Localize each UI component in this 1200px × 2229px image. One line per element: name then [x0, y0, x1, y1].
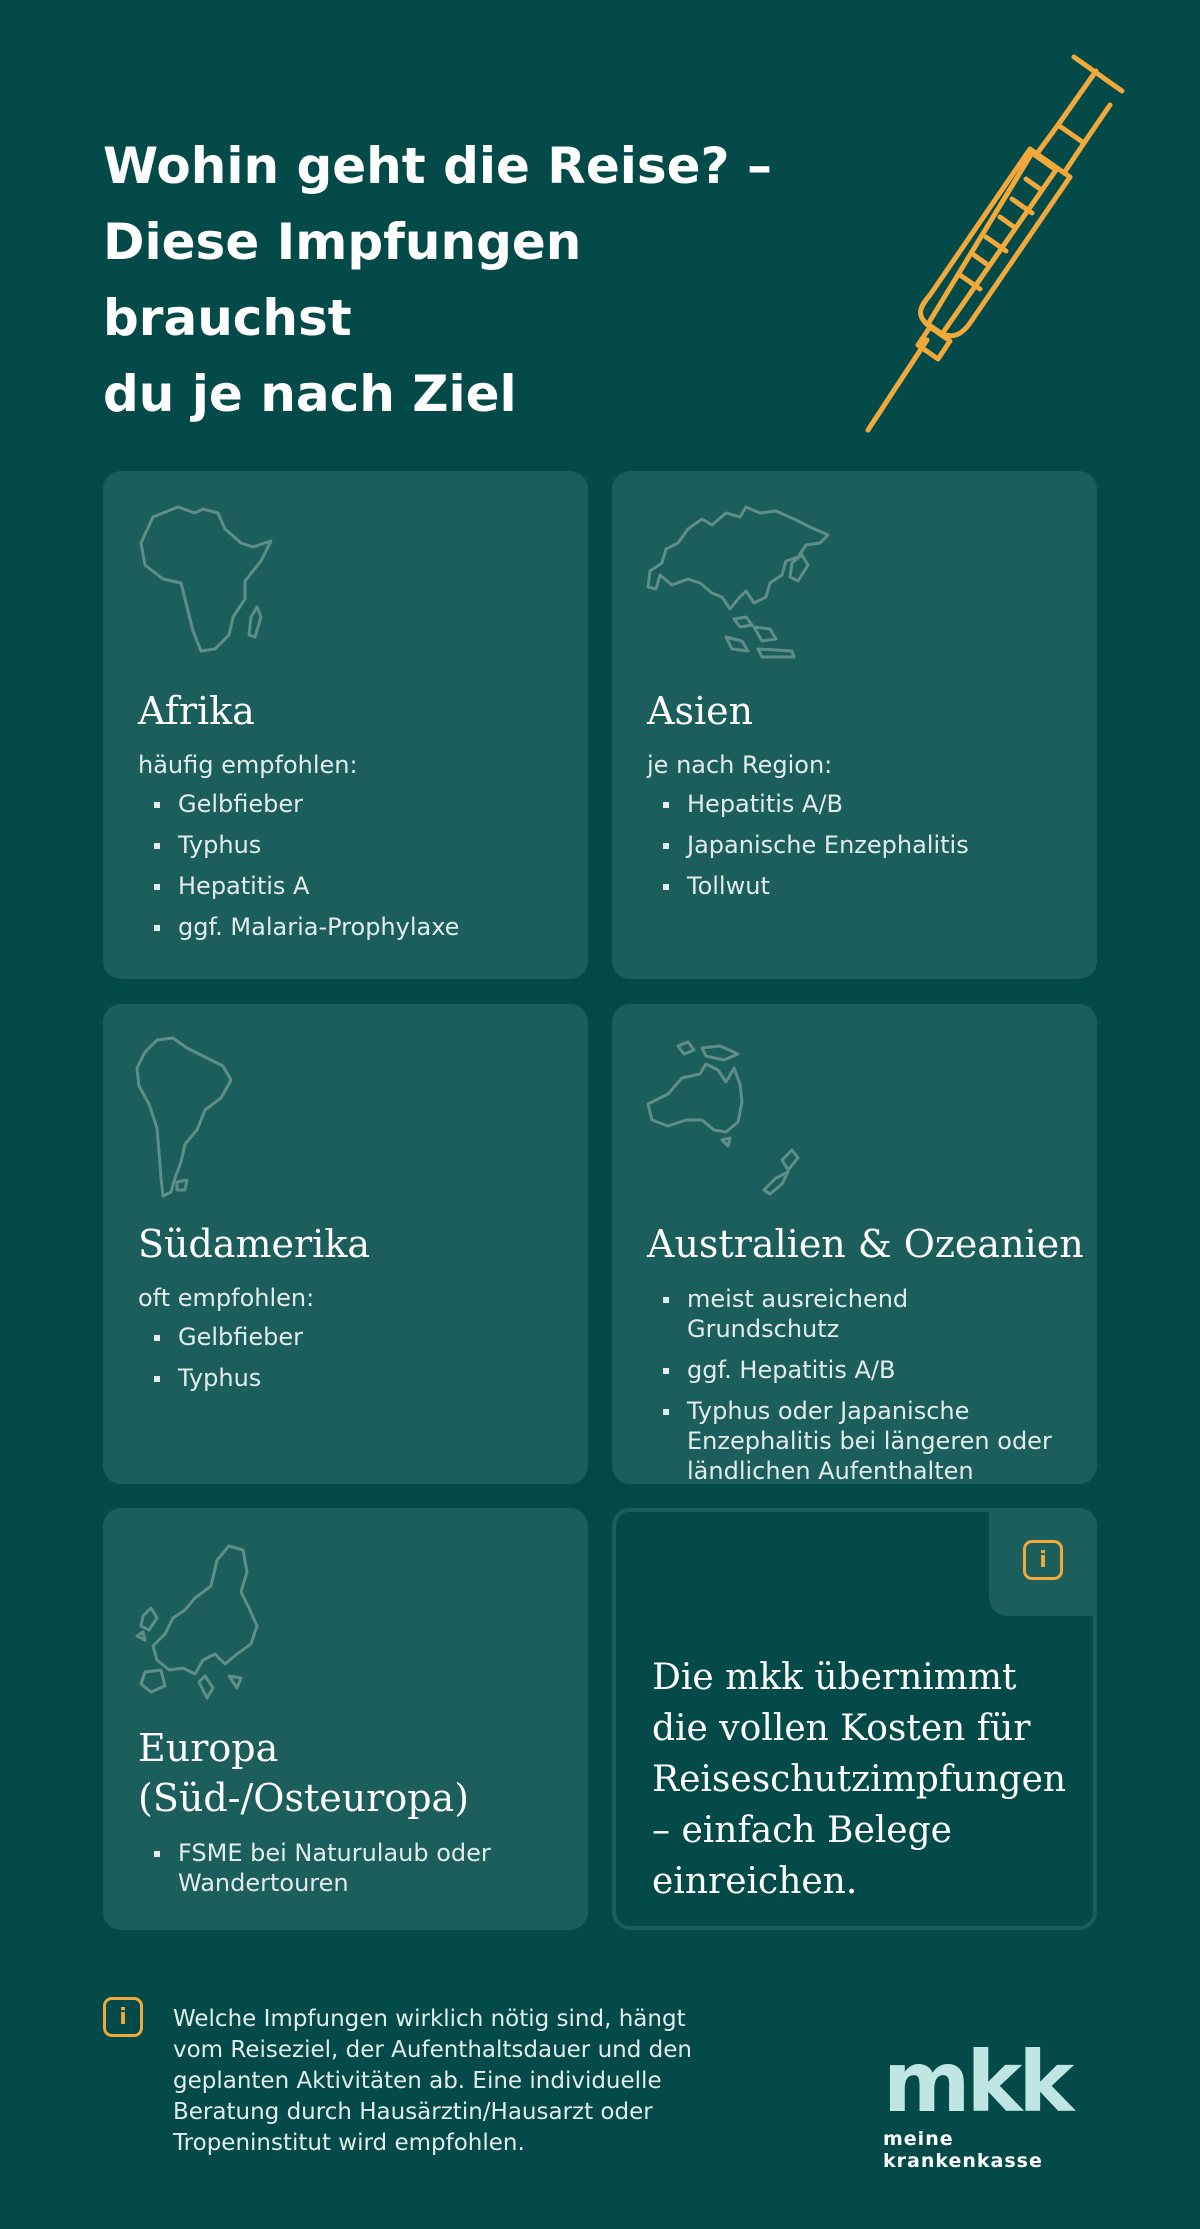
list-item: Typhus oder Japanische Enzephalitis bei längeren oder ländlichen Aufenthalten	[647, 1396, 1067, 1486]
card-europa	[103, 1508, 588, 1930]
card-title: Südamerika	[138, 1222, 371, 1266]
list-item: ggf. Malaria-Prophylaxe	[138, 912, 459, 942]
logo-word: mkk	[883, 2033, 1071, 2131]
card-title: Afrika	[138, 689, 255, 733]
vaccine-list	[138, 1838, 538, 1909]
vaccine-list	[647, 789, 969, 912]
card-title: Australien & Ozeanien	[647, 1222, 1084, 1266]
footnote-text: Welche Impfungen wirklich nötig sind, hängt vom Reiseziel, der Aufenthaltsdauer und den geplanten Aktivitäten ab. Eine individuelle Beratung durch Hausärztin/Hausarzt oder Tropeninstitut wird empfohlen.	[173, 2006, 692, 2156]
list-item: Hepatitis A	[138, 871, 459, 901]
card-subtitle: je nach Region:	[647, 751, 833, 779]
list-item: Gelbfieber	[138, 1322, 303, 1352]
asia-map-icon	[642, 499, 837, 664]
south-america-map-icon	[133, 1032, 243, 1202]
card-australien	[612, 1004, 1097, 1484]
vaccine-list	[138, 789, 459, 953]
list-item: Japanische Enzephalitis	[647, 830, 969, 860]
card-suedamerika	[103, 1004, 588, 1484]
logo-tagline: meine krankenkasse	[883, 2128, 1043, 2172]
cost-info-box	[612, 1508, 1097, 1930]
list-item: Hepatitis A/B	[647, 789, 969, 819]
list-item: Typhus	[138, 1363, 303, 1393]
info-icon: i	[1023, 1540, 1063, 1580]
card-title: Asien	[647, 689, 754, 733]
mkk-logo	[883, 2033, 1098, 2172]
australia-map-icon	[642, 1032, 822, 1202]
cost-info-text: Die mkk übernimmt die vollen Kosten für Reiseschutzimpfungen – einfach Belege einreichen.	[652, 1657, 1067, 1902]
vaccine-list	[647, 1284, 1067, 1497]
card-title-line-2: (Süd-/Osteuropa)	[138, 1776, 470, 1820]
card-afrika	[103, 471, 588, 979]
list-item: Typhus	[138, 830, 459, 860]
title-line-3: du je nach Ziel	[103, 365, 517, 423]
card-subtitle: oft empfohlen:	[138, 1284, 315, 1312]
europe-map-icon	[133, 1536, 273, 1706]
title-line-2: Diese Impfungen brauchst	[103, 213, 582, 347]
info-icon: i	[103, 1997, 143, 2037]
vaccine-list	[138, 1322, 303, 1404]
list-item: Gelbfieber	[138, 789, 459, 819]
card-subtitle: häufig empfohlen:	[138, 751, 358, 779]
card-title-line-1: Europa	[138, 1726, 279, 1770]
page-title	[103, 128, 843, 432]
list-item: Tollwut	[647, 871, 969, 901]
card-asien	[612, 471, 1097, 979]
list-item: meist ausreichend Grundschutz	[647, 1284, 1067, 1344]
syringe-icon	[860, 45, 1130, 440]
africa-map-icon	[133, 499, 283, 659]
info-corner	[989, 1508, 1097, 1616]
list-item: FSME bei Naturulaub oder Wandertouren	[138, 1838, 538, 1898]
title-line-1: Wohin geht die Reise? –	[103, 137, 772, 195]
card-title	[138, 1723, 469, 1823]
list-item: ggf. Hepatitis A/B	[647, 1355, 1067, 1385]
